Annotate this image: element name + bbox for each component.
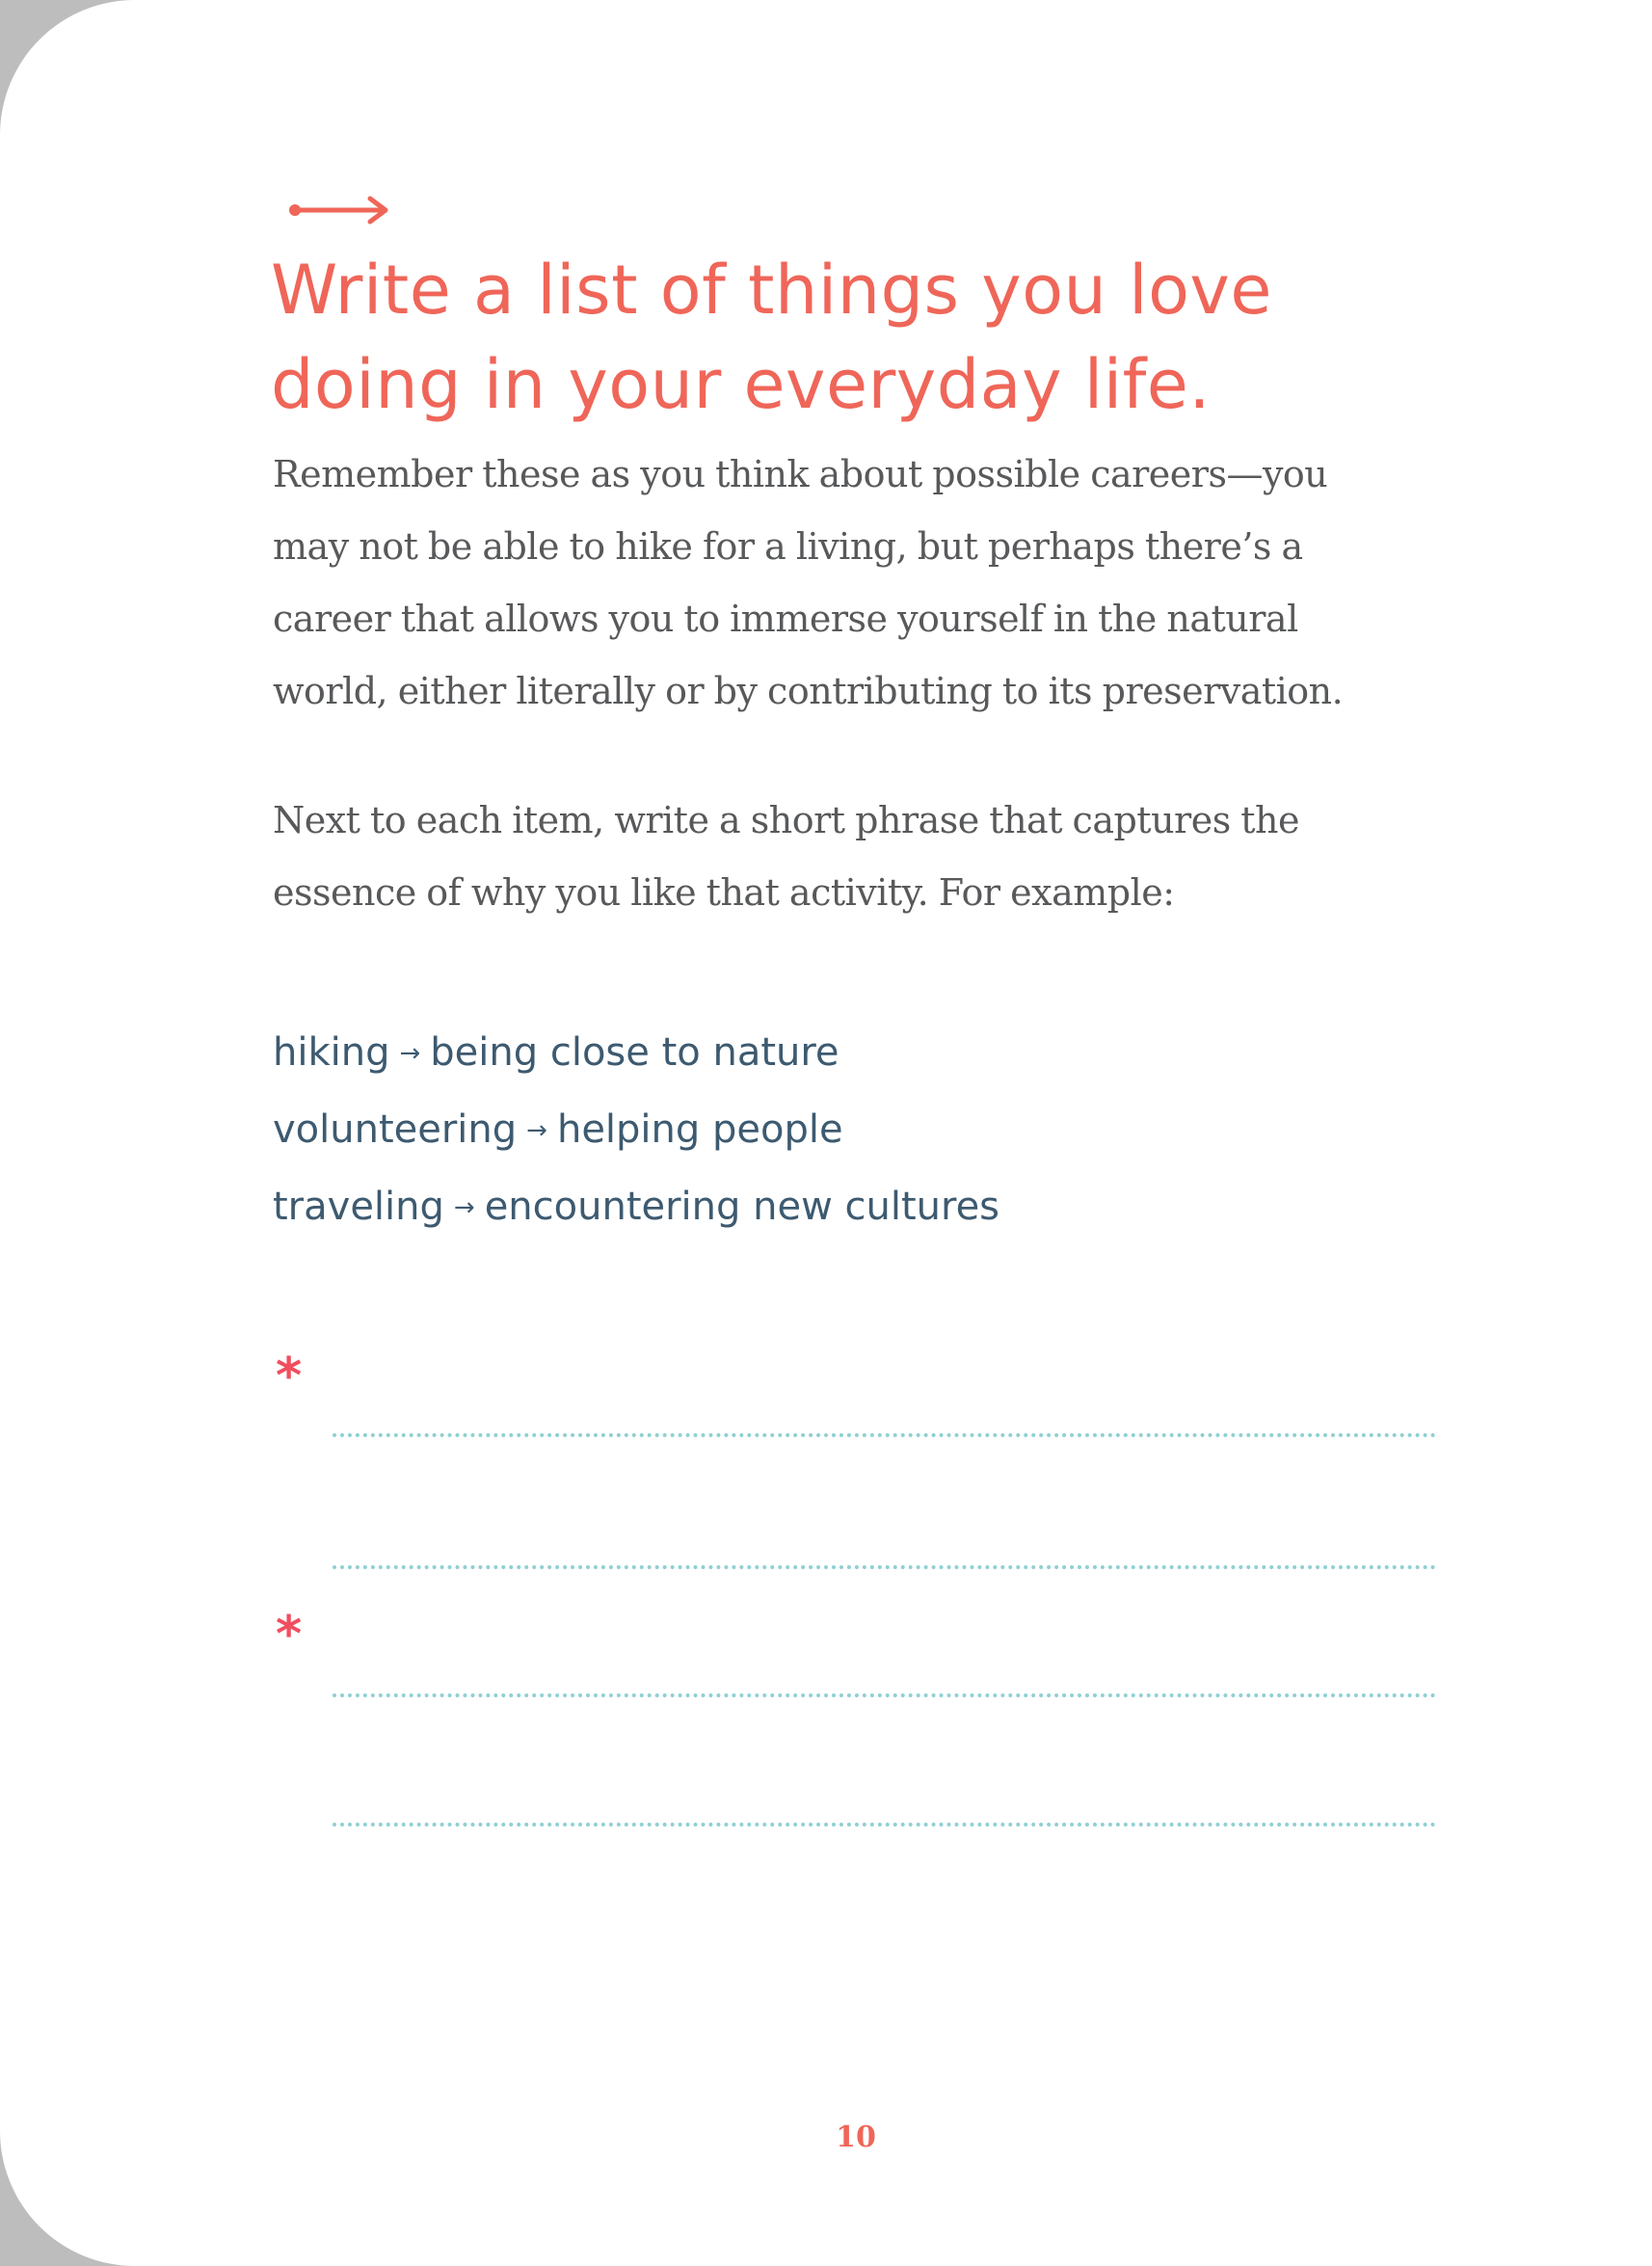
list-bullet-asterisk: * — [276, 1606, 303, 1664]
example-activity: hiking — [273, 1030, 390, 1075]
list-bullet-asterisk: * — [276, 1347, 303, 1405]
instructions-line: Next to each item, write a short phrase that captures the — [273, 799, 1300, 841]
arrow-icon: → — [453, 1193, 475, 1222]
intro-line: may not be able to hike for a living, but perhaps there’s a — [273, 525, 1303, 568]
page-number: 10 — [836, 2120, 876, 2154]
arrow-icon: → — [526, 1116, 547, 1145]
arrow-icon: → — [399, 1039, 421, 1068]
instructions-paragraph — [273, 785, 1299, 929]
intro-paragraph — [273, 439, 1343, 728]
writing-line[interactable] — [333, 1565, 1436, 1569]
intro-line: career that allows you to immerse yourself in the natural — [273, 598, 1298, 640]
example-item — [273, 1017, 999, 1094]
intro-line: world, either literally or by contributing to its preservation. — [273, 670, 1344, 712]
example-activity: traveling — [273, 1185, 444, 1229]
writing-line[interactable] — [333, 1433, 1436, 1437]
example-reason: helping people — [556, 1107, 843, 1152]
example-reason: encountering new cultures — [484, 1185, 1000, 1229]
example-item — [273, 1094, 999, 1171]
example-activity: volunteering — [273, 1107, 518, 1152]
heading-line: doing in your everyday life. — [271, 345, 1212, 424]
heading-line: Write a list of things you love — [271, 251, 1272, 330]
writing-line[interactable] — [333, 1823, 1436, 1826]
example-item — [273, 1171, 999, 1248]
intro-line: Remember these as you think about possible careers—you — [273, 453, 1328, 495]
example-list — [273, 1017, 999, 1248]
writing-line[interactable] — [333, 1693, 1436, 1697]
page-heading — [271, 243, 1427, 432]
instructions-line: essence of why you like that activity. For example: — [273, 871, 1175, 914]
right-arrow-icon — [287, 191, 393, 229]
example-reason: being close to nature — [430, 1030, 839, 1075]
